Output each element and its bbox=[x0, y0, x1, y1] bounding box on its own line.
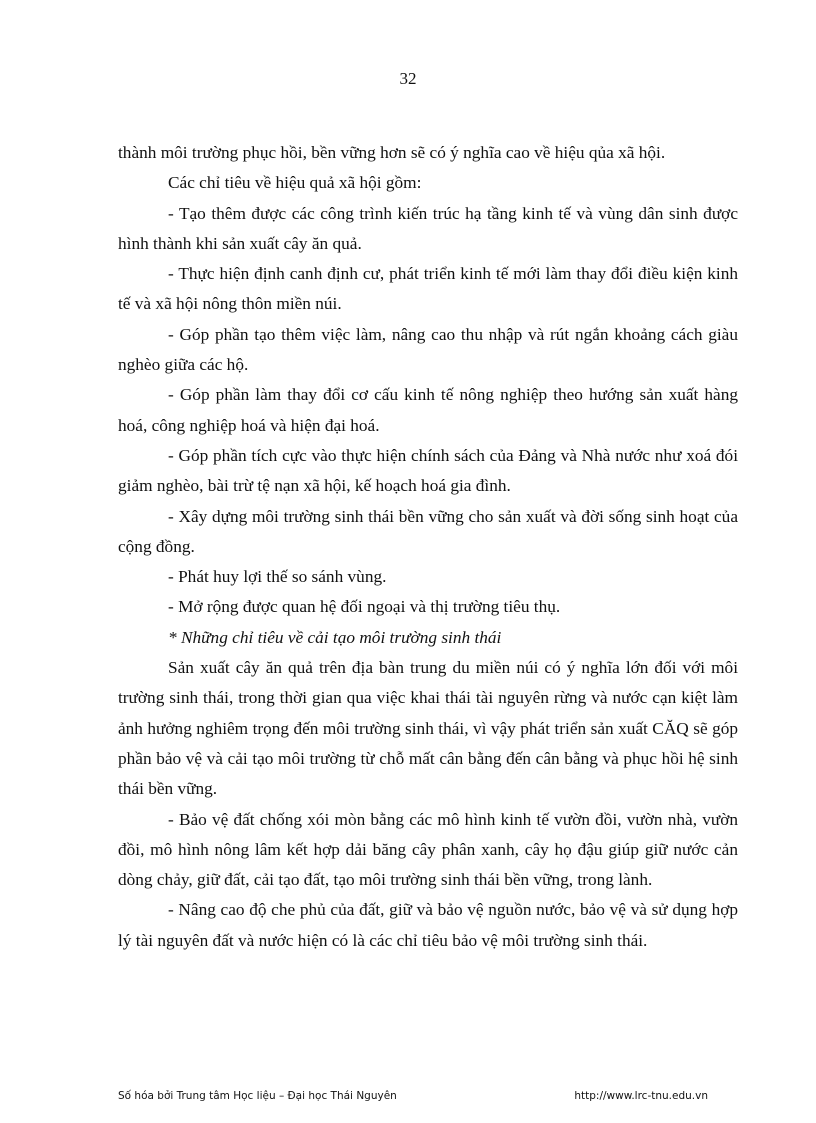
page-number: 32 bbox=[399, 69, 417, 88]
list-item-comparative-advantage: - Phát huy lợi thế so sánh vùng. bbox=[168, 567, 387, 587]
list-item-settlement: - Thực hiện định canh định cư, phát triển kinh tế mới làm thay đổi điều kiện kinh tế và xã hội nông thôn miền núi. bbox=[118, 264, 738, 314]
body-text bbox=[118, 138, 738, 956]
list-item-policy: - Góp phần tích cực vào thực hiện chính sách của Đảng và Nhà nước như xoá đói giảm nghèo, bài trừ tệ nạn xã hội, kế hoạch hoá gia đình. bbox=[118, 445, 738, 496]
footer-url: http://www.lrc-tnu.edu.vn bbox=[574, 1090, 708, 1102]
list-item-land-cover: - Nâng cao độ che phủ của đất, giữ và bảo vệ nguồn nước, bảo vệ và sử dụng hợp lý tài nguyên đất và nước hiện có là các chỉ tiêu bảo vệ môi trường sinh thái. bbox=[118, 900, 738, 950]
list-item-soil-protection: - Bảo vệ đất chống xói mòn bằng các mô hình kinh tế vườn đồi, vườn nhà, vườn đồi, mô hình nông lâm kết hợp dải băng cây phân xanh, cây họ đậu giúp giữ nước cản dòng chảy, giữ đất, cải tạo đất, tạo môi trường sinh thái bền vững, trong lành. bbox=[118, 809, 738, 890]
footer-source: Số hóa bởi Trung tâm Học liệu – Đại học Thái Nguyên bbox=[118, 1090, 397, 1102]
list-item-ecology: - Xây dựng môi trường sinh thái bền vững cho sản xuất và đời sống sinh hoạt của cộng đồng. bbox=[118, 506, 738, 556]
list-item-economic-structure: - Góp phần làm thay đổi cơ cấu kinh tế nông nghiệp theo hướng sản xuất hàng hoá, công nghiệp hoá và hiện đại hoá. bbox=[118, 385, 738, 435]
paragraph-social-indicators-intro: Các chỉ tiêu về hiệu quả xã hội gồm: bbox=[168, 173, 422, 193]
list-item-employment: - Góp phần tạo thêm việc làm, nâng cao thu nhập và rút ngắn khoảng cách giàu nghèo giữa các hộ. bbox=[118, 324, 738, 375]
list-item-infrastructure: - Tạo thêm được các công trình kiến trúc hạ tầng kinh tế và vùng dân sinh được hình thành khi sản xuất cây ăn quả. bbox=[118, 203, 738, 253]
paragraph-continuation: thành môi trường phục hồi, bền vững hơn sẽ có ý nghĩa cao về hiệu qủa xã hội. bbox=[118, 143, 666, 162]
section-heading-environment: * Những chỉ tiêu về cải tạo môi trường sinh thái bbox=[168, 627, 502, 647]
paragraph-environment: Sản xuất cây ăn quả trên địa bàn trung du miền núi có ý nghĩa lớn đối với môi trường sinh thái, trong thời gian qua việc khai thái tài nguyên rừng và nước cạn kiệt làm ảnh hưởng nghiêm trọng đến môi trường sinh thái, vì vậy phát triển sản xuất CĂQ sẽ góp phần bảo vệ và cải tạo môi trường từ chỗ mất cân bằng đến cân bằng và phục hồi hệ sinh thái bền vững. bbox=[118, 658, 738, 799]
list-item-external-relations: - Mở rộng được quan hệ đối ngoại và thị trường tiêu thụ. bbox=[168, 597, 561, 617]
